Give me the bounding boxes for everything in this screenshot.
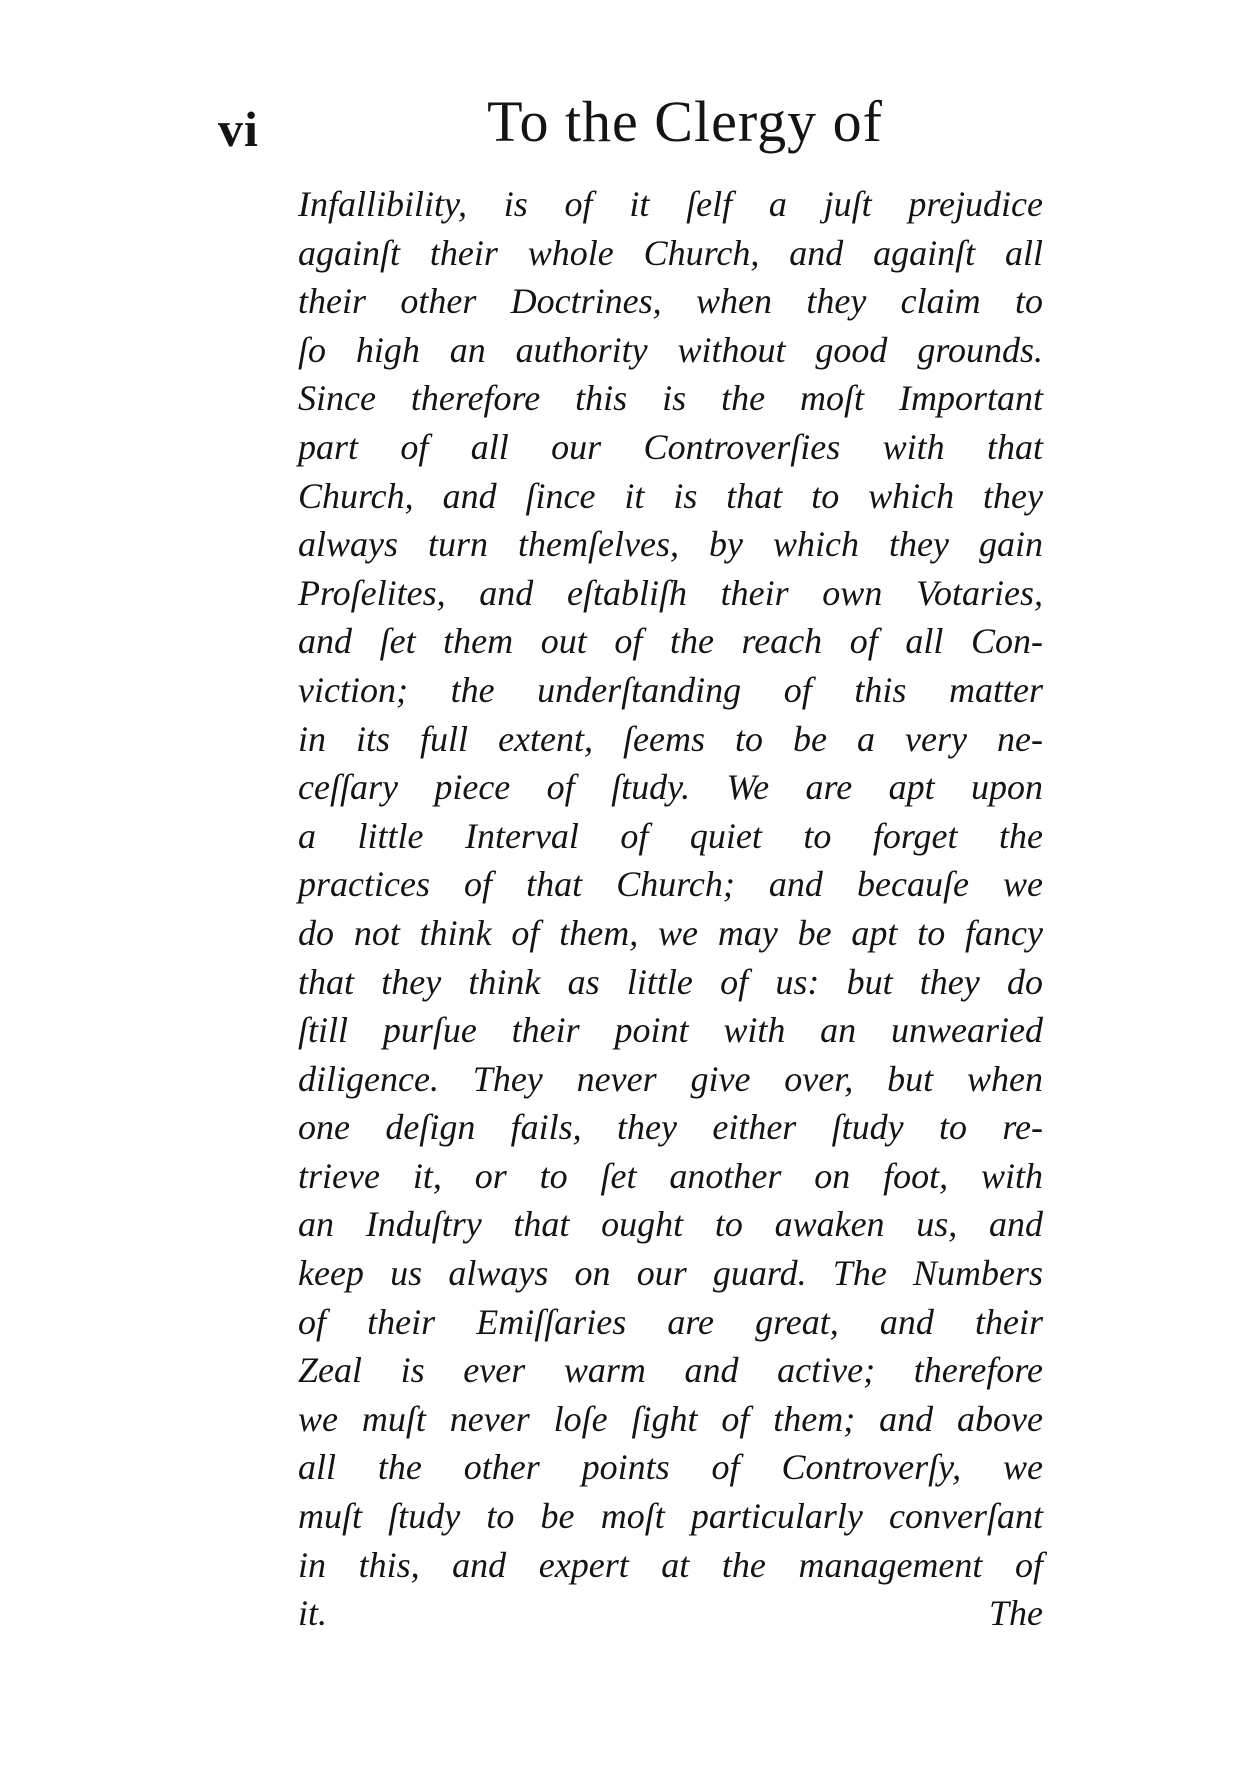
text-line: Church, and ſince it is that to which they — [298, 475, 1043, 516]
text-line: one deſign fails, they either ſtudy to re- — [298, 1107, 1043, 1148]
text-line: keep us always on our guard. The Numbers — [298, 1253, 1043, 1294]
text-line: Infallibility, is of it ſelf a juſt prejudice — [298, 184, 1043, 224]
text-line: part of all our Controverſies with that — [298, 426, 1043, 467]
text-line: diligence. They never give over, but when — [298, 1058, 1043, 1099]
running-head: To the Clergy of — [487, 89, 883, 154]
body-text — [298, 180, 1043, 1638]
text-line: ceſſary piece of ſtudy. We are apt upon — [298, 767, 1043, 808]
text-line: that they think as little of us: but they do — [298, 961, 1043, 1002]
text-line: Since therefore this is the moſt Important — [298, 378, 1043, 419]
text-line: practices of that Church; and becauſe we — [298, 864, 1043, 905]
text-line: of their Emiſſaries are great, and their — [298, 1301, 1043, 1342]
catchword: The — [989, 1593, 1043, 1634]
text-line: in its full extent, ſeems to be a very ne- — [298, 718, 1043, 759]
text-line: againſt their whole Church, and againſt all — [298, 232, 1043, 273]
text-line: we muſt never loſe ſight of them; and above — [298, 1398, 1043, 1439]
text-line: and ſet them out of the reach of all Con- — [298, 621, 1043, 662]
text-line: their other Doctrines, when they claim to — [298, 281, 1043, 322]
text-line: trieve it, or to ſet another on foot, with — [298, 1155, 1043, 1196]
text-line: Zeal is ever warm and active; therefore — [298, 1350, 1043, 1391]
final-line-row — [298, 1589, 1043, 1638]
text-line: do not think of them, we may be apt to fancy — [298, 912, 1043, 953]
text-line: all the other points of Controverſy, we — [298, 1447, 1043, 1488]
final-line: it. — [298, 1593, 328, 1634]
text-line: in this, and expert at the management of — [298, 1544, 1043, 1585]
text-line: a little Interval of quiet to forget the — [298, 815, 1043, 856]
text-line: viction; the underſtanding of this matter — [298, 669, 1043, 710]
text-line: ſo high an authority without good grounds. — [298, 329, 1043, 370]
text-line: muſt ſtudy to be moſt particularly converſant — [298, 1496, 1043, 1537]
text-line: an Induſtry that ought to awaken us, and — [298, 1204, 1043, 1245]
text-line: always turn themſelves, by which they gain — [298, 524, 1043, 565]
text-line: Proſelites, and eſtabliſh their own Votaries, — [298, 572, 1043, 613]
page-number: vi — [218, 101, 259, 157]
text-line: ſtill purſue their point with an unwearied — [298, 1010, 1043, 1051]
